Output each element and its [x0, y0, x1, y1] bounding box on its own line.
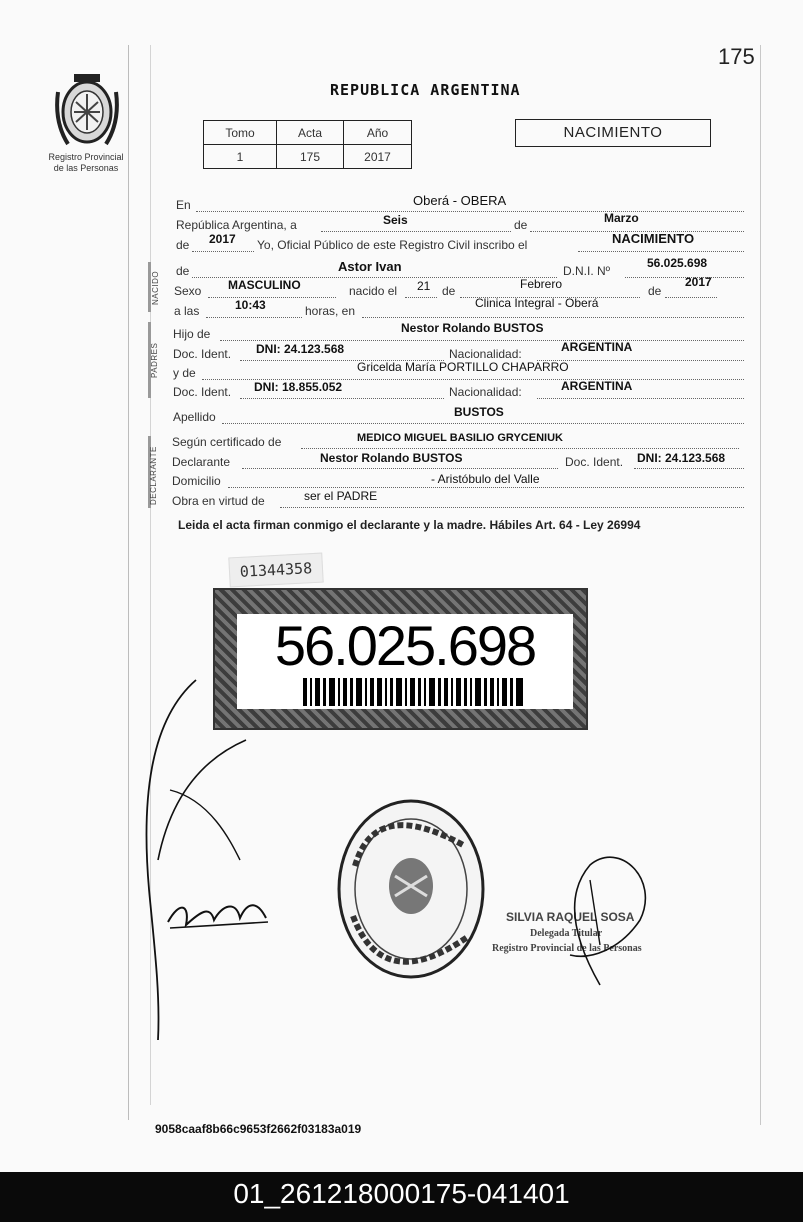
nacido-el-label: nacido el [349, 284, 398, 298]
birth-year-value: 2017 [685, 275, 712, 289]
official-organization: Registro Provincial de las Personas [492, 943, 642, 954]
en-label: En [176, 198, 191, 212]
registry-caption: Registro Provincial de las Personas [48, 152, 124, 173]
dni-number-large: 56.025.698 [274, 614, 536, 677]
doc-ident-label: Doc. Ident. [565, 455, 624, 469]
birth-day-value: 21 [417, 279, 431, 293]
mother-doc-value: DNI: 18.855.052 [254, 380, 343, 394]
table-header-anio: Año [344, 121, 412, 145]
closing-note: Leida el acta firman conmigo el declarante y la madre. Hábiles Art. 64 - Ley 26994 [178, 518, 641, 532]
obra-label: Obra en virtud de [172, 494, 265, 508]
place-value: Oberá - OBERA [413, 193, 507, 208]
month-value: Marzo [604, 211, 639, 225]
declarante-label: Declarante [172, 455, 231, 469]
oficial-text: Yo, Oficial Público de este Registro Civil inscribo el [257, 238, 528, 252]
dotted-line [634, 468, 744, 469]
de-label: de [176, 264, 190, 278]
file-id-bar [0, 1172, 803, 1222]
dotted-line [280, 507, 744, 508]
time-value: 10:43 [235, 298, 266, 312]
de-label: de [514, 218, 528, 232]
day-value: Seis [383, 213, 408, 227]
sexo-value: MASCULINO [228, 278, 301, 292]
de-label: de [442, 284, 456, 298]
dotted-line [321, 231, 511, 232]
certificado-value: MEDICO MIGUEL BASILIO GRYCENIUK [357, 432, 563, 444]
provincial-coat-of-arms-icon [52, 72, 122, 152]
republica-label: República Argentina, a [176, 218, 297, 232]
barcode-icon [303, 678, 523, 706]
page-margin-line [150, 45, 151, 1105]
dotted-line [220, 340, 744, 341]
dni-sticker [213, 588, 588, 730]
father-doc-value: DNI: 24.123.568 [256, 342, 345, 356]
sexo-label: Sexo [174, 284, 202, 298]
table-value-anio: 2017 [344, 145, 412, 169]
dotted-line [578, 251, 744, 252]
de-label: de [648, 284, 662, 298]
hijo-de-label: Hijo de [173, 327, 211, 341]
doc-ident-label: Doc. Ident. [173, 347, 232, 361]
father-name-value: Nestor Rolando BUSTOS [401, 321, 544, 335]
y-de-label: y de [173, 366, 196, 380]
de-label: de [176, 238, 190, 252]
table-header-tomo: Tomo [204, 121, 277, 145]
birth-month-value: Febrero [520, 277, 563, 291]
child-dni-value: 56.025.698 [647, 256, 708, 270]
nacionalidad-label: Nacionalidad: [449, 347, 522, 361]
apellido-value: BUSTOS [454, 405, 504, 419]
obra-value: ser el PADRE [304, 489, 378, 503]
official-seal-icon [335, 796, 487, 982]
dotted-line [228, 487, 744, 488]
page-edge-right [760, 45, 761, 1125]
dotted-line [242, 468, 558, 469]
a-las-label: a las [174, 304, 200, 318]
inscribo-value: NACIMIENTO [612, 231, 695, 246]
declarante-value: Nestor Rolando BUSTOS [320, 451, 463, 465]
domicilio-value: - Aristóbulo del Valle [431, 472, 540, 486]
record-type-box: NACIMIENTO [515, 119, 711, 147]
dotted-line [240, 398, 444, 399]
table-header-acta: Acta [277, 121, 344, 145]
mother-name-value: Gricelda María PORTILLO CHAPARRO [357, 360, 569, 374]
mother-nationality-value: ARGENTINA [561, 379, 633, 393]
horas-en-label: horas, en [305, 304, 356, 318]
apellido-label: Apellido [173, 410, 216, 424]
certificado-label: Según certificado de [172, 435, 282, 449]
dni-sticker-inner [237, 614, 573, 709]
stamp-number: 01344358 [228, 553, 323, 588]
official-name: SILVIA RAQUEL SOSA [506, 910, 635, 924]
child-name-value: Astor Ivan [338, 259, 402, 274]
table-value-acta: 175 [277, 145, 344, 169]
dotted-line [208, 297, 336, 298]
dotted-line [206, 317, 302, 318]
page-number: 175 [718, 44, 755, 69]
year-value: 2017 [209, 232, 236, 246]
father-nationality-value: ARGENTINA [561, 340, 633, 354]
table-value-tomo: 1 [204, 145, 277, 169]
declarante-doc-value: DNI: 24.123.568 [637, 451, 726, 465]
dotted-line [192, 251, 254, 252]
dotted-line [301, 448, 739, 449]
dni-label: D.N.I. Nº [563, 264, 611, 278]
birthplace-value: Clinica Integral - Oberá [475, 296, 599, 310]
dotted-line [362, 317, 744, 318]
section-label-padres: PADRES [150, 342, 159, 378]
dotted-line [537, 398, 744, 399]
dotted-line [222, 423, 744, 424]
dotted-line [405, 297, 437, 298]
dotted-line [665, 297, 717, 298]
register-table [203, 120, 412, 169]
domicilio-label: Domicilio [172, 474, 221, 488]
document-title: REPUBLICA ARGENTINA [330, 81, 521, 99]
doc-ident-label: Doc. Ident. [173, 385, 232, 399]
dotted-line [196, 211, 744, 212]
nacionalidad-label: Nacionalidad: [449, 385, 522, 399]
section-label-declarante: DECLARANTE [149, 446, 158, 505]
file-id: 01_261218000175-041401 [233, 1178, 570, 1209]
document-hash: 9058caaf8b66c9653f2662f03183a019 [155, 1122, 362, 1136]
page-edge-left [128, 45, 129, 1120]
official-role: Delegada Titular [530, 928, 603, 939]
section-label-nacido: NACIDO [151, 270, 160, 305]
